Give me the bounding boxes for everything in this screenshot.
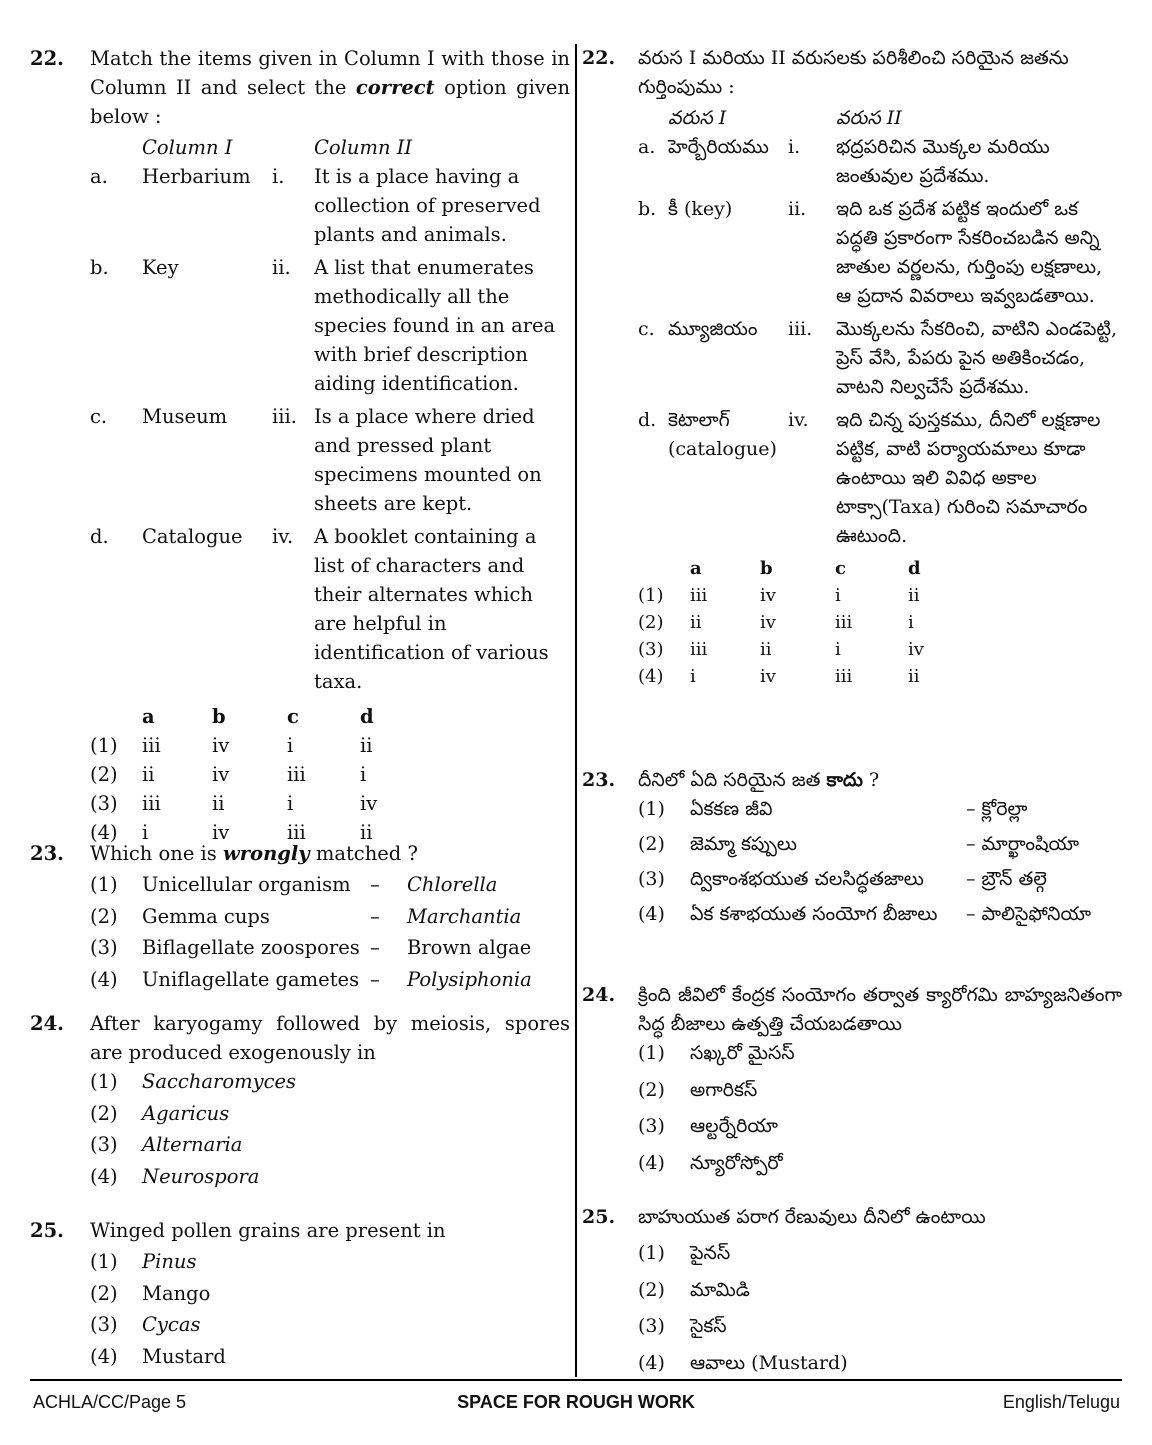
question-text: Match the items given in Column I with those in Column II and select the correct option given below :	[90, 47, 570, 128]
question-number: 25.	[30, 1219, 64, 1242]
column-divider	[575, 44, 577, 1377]
answer-option-2[interactable]: (2) Mango	[90, 1281, 211, 1305]
answer-option-2[interactable]: (2) ii iv iii i	[90, 763, 367, 786]
answer-option-3[interactable]: (3) iii ii i iv	[638, 639, 924, 660]
match-row: a. హెర్బేరియము i. భద్రపరిచిన మొక్కల మరియు జంతువుల ప్రదేశము.	[638, 136, 1050, 187]
question-number: 25.	[582, 1206, 616, 1228]
question-24-te	[582, 981, 1122, 1203]
answer-option-3[interactable]: (3) Alternaria	[90, 1133, 243, 1156]
options-table	[90, 870, 532, 996]
answer-option-3[interactable]: (3) Biflagellate zoospores – Brown algae	[90, 936, 532, 959]
match-table	[90, 133, 570, 700]
answer-option-3[interactable]: (3) iii ii i iv	[90, 792, 378, 815]
question-number: 23.	[30, 842, 64, 865]
answer-option-4[interactable]: (4) న్యూరోస్పోరో	[638, 1151, 783, 1174]
match-row: d. Catalogue iv. A booklet containing a list of characters and their alternates which are helpful in identification of various taxa.	[90, 525, 549, 693]
question-23-te	[582, 766, 1122, 981]
answer-table: a b c d (1) iii iv i ii (2) ii iv iii i (3) iii ii i iv (4) i iv iii ii	[638, 555, 958, 690]
answer-option-2[interactable]: (2) Agaricus	[90, 1101, 230, 1125]
answer-option-1[interactable]: (1) Saccharomyces	[90, 1070, 297, 1093]
answer-option-1[interactable]: (1) పైనస్	[638, 1242, 731, 1264]
answer-table: a b c d (1) iii iv i ii (2) ii iv iii i (3) iii ii i iv (4) i iv iii ii	[90, 702, 430, 847]
answer-option-4[interactable]: (4) i iv iii ii	[90, 821, 373, 844]
question-25-te	[582, 1203, 1122, 1385]
answer-option-1[interactable]: (1) iii iv i ii	[638, 585, 920, 606]
answer-option-4[interactable]: (4) ఆవాలు (Mustard)	[638, 1351, 848, 1374]
match-row: c. మ్యూజియం iii. మొక్కలను సేకరించి, వాటిని ఎండపెట్టి, ప్రెస్ వేసి, పేపరు పైన అతికించడం, వాటని నిల్వచేసే ప్రదేశము.	[638, 318, 1118, 398]
match-row: d. కెటాలాగ్ (catalogue) iv. ఇది చిన్న పుస్తకము, దీనిలో లక్షణాల పట్టిక, వాటి పర్యాయమాలు కూడా ఉంటాయి ఇలి వివిధ అకాల టాక్సా(Taxa) గురించి సమాచారం ఊటుంది.	[638, 409, 1101, 547]
question-24-en	[30, 1009, 570, 1216]
match-table	[638, 104, 1122, 555]
answer-option-2[interactable]: (2) అగారికస్	[638, 1078, 758, 1101]
column-2-heading: Column II	[314, 136, 413, 159]
question-number: 24.	[30, 1012, 64, 1035]
answer-option-2[interactable]: (2) ii iv iii i	[638, 612, 914, 633]
match-row: b. Key ii. A list that enumerates methodically all the species found in an area with brief description aiding identification.	[90, 256, 556, 395]
column-2-heading: వరుస II	[836, 107, 902, 129]
question-number: 22.	[30, 47, 64, 70]
answer-option-4[interactable]: (4) Uniflagellate gametes – Polysiphonia	[90, 967, 532, 991]
column-1-heading: Column I	[142, 136, 233, 159]
answer-option-2[interactable]: (2) జెమ్మా కప్పులు – మార్ఖాంషియా	[638, 833, 1080, 855]
answer-option-4[interactable]: (4) Neurospora	[90, 1164, 260, 1188]
question-22-en	[30, 44, 570, 844]
question-text: దీనిలో ఏది సరియైన జత కాదు ?	[638, 769, 880, 791]
column-1-heading: వరుస I	[668, 107, 727, 129]
question-text: After karyogamy followed by meiosis, spores are produced exogenously in	[90, 1012, 570, 1064]
question-number: 23.	[582, 769, 616, 791]
answer-option-1[interactable]: (1) iii iv i ii	[90, 734, 373, 757]
question-22-te	[582, 44, 1122, 766]
question-text: క్రింది జీవిలో కేంద్రక సంయోగం తర్వాత క్యారోగమి బాహ్యజనితంగా సిద్ధ బీజాలు ఉత్పత్తి చేయబడతాయి	[638, 984, 1122, 1035]
match-row: c. Museum iii. Is a place where dried and pressed plant specimens mounted on sheets are kept.	[90, 405, 542, 515]
answer-option-2[interactable]: (2) Gemma cups – Marchantia	[90, 904, 522, 928]
question-25-en	[30, 1216, 570, 1373]
question-23-en	[30, 839, 570, 1009]
answer-option-1[interactable]: (1) సఖ్కరో మైసస్	[638, 1042, 795, 1064]
page-code: ACHLA/CC/Page 5	[33, 1392, 187, 1412]
english-column	[30, 44, 570, 1373]
question-text: Which one is wrongly matched ?	[90, 842, 418, 865]
telugu-column	[582, 44, 1122, 1385]
answer-option-2[interactable]: (2) మామిడి	[638, 1278, 750, 1301]
answer-option-4[interactable]: (4) Mustard	[90, 1344, 226, 1368]
question-text: బాహుయుత పరాగ రేణువులు దీనిలో ఉంటాయి	[638, 1206, 986, 1228]
question-number: 22.	[582, 47, 616, 69]
answer-option-4[interactable]: (4) i iv iii ii	[638, 666, 920, 687]
answer-option-1[interactable]: (1) Pinus	[90, 1250, 197, 1273]
answer-option-3[interactable]: (3) Cycas	[90, 1313, 201, 1336]
language-label: English/Telugu	[1002, 1392, 1120, 1412]
answer-option-3[interactable]: (3) సైకస్	[638, 1315, 727, 1337]
answer-option-3[interactable]: (3) ఆల్టర్నేరియా	[638, 1115, 778, 1137]
question-number: 24.	[582, 984, 616, 1006]
match-row: b. కీ (key) ii. ఇది ఒక ప్రదేశ పట్టిక ఇందులో ఒక పద్ధతి ప్రకారంగా సేకరించబడిన అన్ని జాతుల వర్ణలను, గుర్తింపు లక్షణాలు, ఆ ప్రదాన వివరాలు ఇవ్వబడతాయి.	[638, 198, 1103, 307]
question-text: వరుస I మరియు II వరుసలకు పరిశీలించి సరియైన జతను గుర్తింపుము :	[638, 47, 1069, 98]
answer-option-1[interactable]: (1) ఏకకణ జీవి – క్లోరెల్లా	[638, 798, 1028, 820]
answer-option-3[interactable]: (3) ద్వికాంశభయుత చలసిద్ధతజాలు – బ్రౌన్ తల్గె	[638, 868, 1047, 890]
question-text: Winged pollen grains are present in	[90, 1219, 446, 1242]
match-row: a. Herbarium i. It is a place having a collection of preserved plants and animals.	[90, 165, 541, 246]
answer-option-4[interactable]: (4) ఏక కశాభయుత సంయోగ బీజాలు – పాలిసైఫోనియా	[638, 903, 1092, 925]
rough-work-label: SPACE FOR ROUGH WORK	[457, 1392, 695, 1412]
options-table	[638, 795, 1091, 929]
answer-option-1[interactable]: (1) Unicellular organism – Chlorella	[90, 873, 498, 896]
